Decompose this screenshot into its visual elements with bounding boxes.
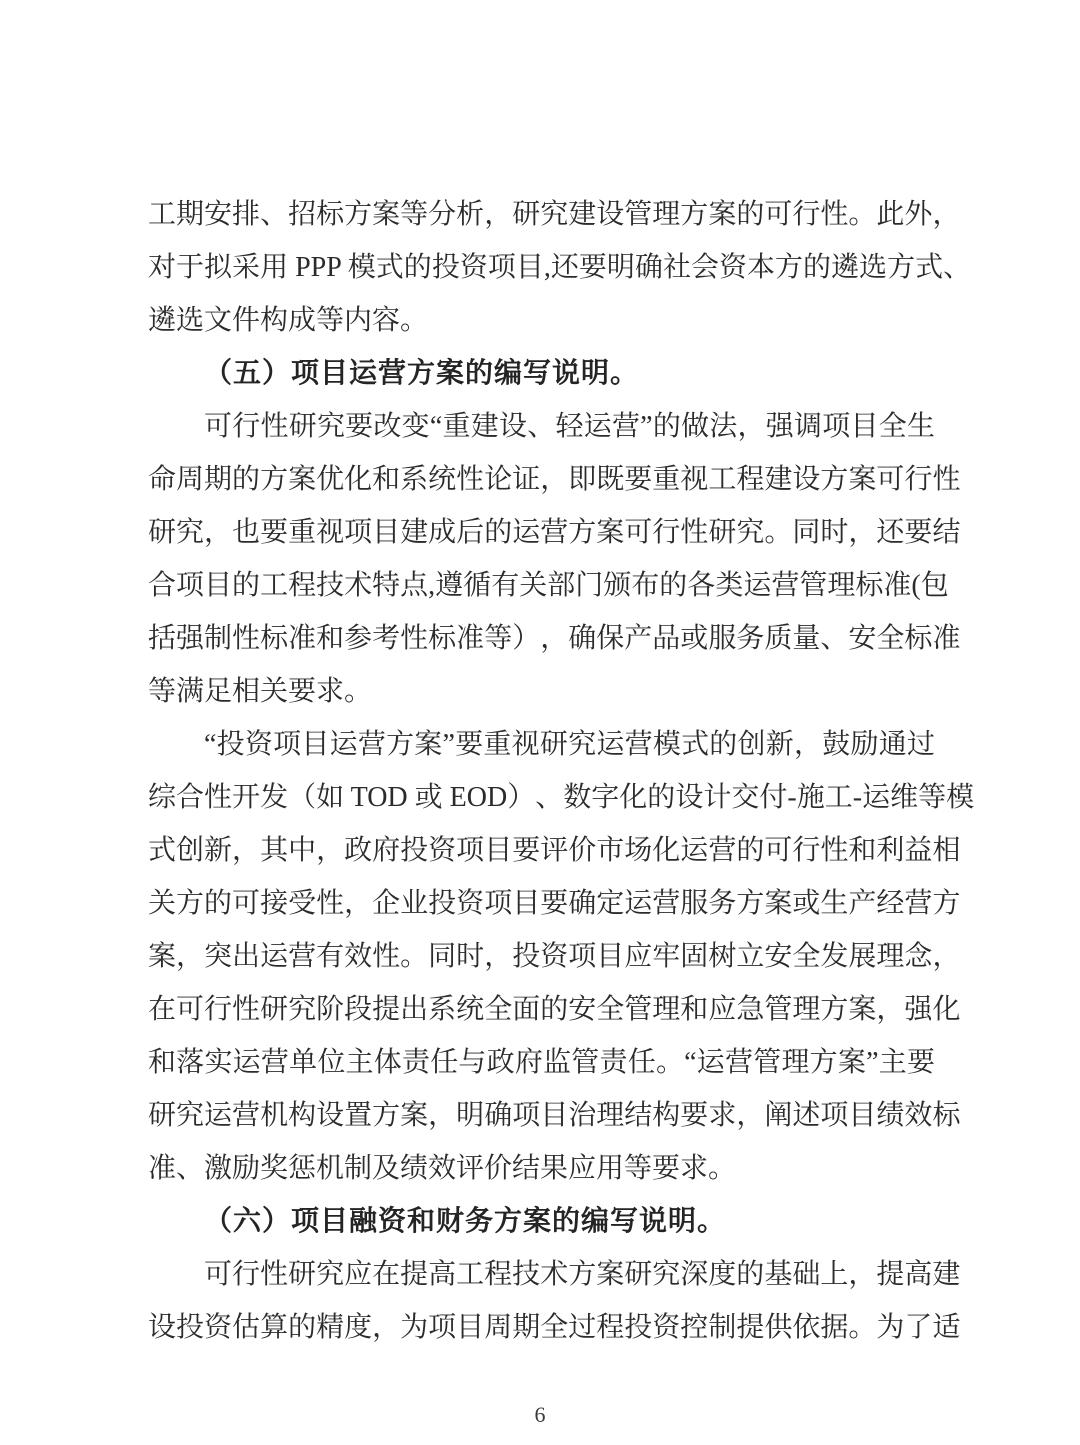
text-line: 式 创 新 ， 其 中 ， 政 府 投 资 项 目 要 评 价 市 场 化 运 营 的 可 行 性 和 利 益 相	[148, 835, 961, 866]
text-line: 关 方 的 可 接 受 性 ， 企 业 投 资 项 目 要 确 定 运 营 服 务 方 案 或 生 产 经 营 方	[148, 888, 961, 919]
text-line: 研 究 运 营 机 构 设 置 方 案 ， 明 确 项 目 治 理 结 构 要 求 ， 阐 述 项 目 绩 效 标	[148, 1100, 961, 1131]
text-line: 可 行 性 研 究 要 改 变 “ 重 建 设 、 轻 运 营 ” 的 做 法 ， 强 调 项 目 全 生	[204, 411, 935, 442]
text-line: 准、激励奖惩机制及绩效评价结果应用等要求。	[148, 1153, 737, 1184]
section-heading-line: （六）项目融资和财务方案的编写说明。	[204, 1206, 727, 1237]
text-line: 遴选文件构成等内容。	[148, 305, 429, 336]
text-line: 在 可 行 性 研 究 阶 段 提 出 系 统 全 面 的 安 全 管 理 和 应 急 管 理 方 案 ， 强 化	[148, 994, 961, 1025]
text-line: “ 投 资 项 目 运 营 方 案 ” 要 重 视 研 究 运 营 模 式 的 创 新 ， 鼓 励 通 过	[204, 729, 935, 760]
text-line: 命 周 期 的 方 案 优 化 和 系 统 性 论 证 ， 即 既 要 重 视 工 程 建 设 方 案 可 行 性	[148, 464, 961, 495]
text-line: 可 行 性 研 究 应 在 提 高 工 程 技 术 方 案 研 究 深 度 的 基 础 上 ， 提 高 建	[204, 1259, 961, 1290]
text-line: 和 落 实 运 营 单 位 主 体 责 任 与 政 府 监 管 责 任 。 “ 运 营 管 理 方 案 ” 主 要	[148, 1047, 935, 1078]
document-body	[148, 188, 975, 1354]
text-line: 综 合 性 开 发 （ 如 TOD 或 EOD ） 、 数 字 化 的 设 计 交 付 - 施 工 - 运 维 等 模	[148, 782, 975, 813]
text-line: 等满足相关要求。	[148, 676, 373, 707]
text-line: 对 于 拟 采 用 PPP 模 式 的 投 资 项 目 , 还 要 明 确 社 会 资 本 方 的 遴 选 方 式 、	[148, 252, 972, 283]
text-line: 案 ， 突 出 运 营 有 效 性 。 同 时 ， 投 资 项 目 应 牢 固 树 立 安 全 发 展 理 念 ，	[148, 941, 961, 972]
text-line: 研 究 ， 也 要 重 视 项 目 建 成 后 的 运 营 方 案 可 行 性 研 究 。 同 时 ， 还 要 结	[148, 517, 961, 548]
text-line: 工 期 安 排 、 招 标 方 案 等 分 析 ， 研 究 建 设 管 理 方 案 的 可 行 性 。 此 外 ，	[148, 199, 961, 230]
section-heading-line: （五）项目运营方案的编写说明。	[204, 358, 640, 389]
text-line: 合 项 目 的 工 程 技 术 特 点 , 遵 循 有 关 部 门 颁 布 的 各 类 运 营 管 理 标 准 ( 包	[148, 570, 949, 601]
page-number: 6	[534, 1402, 546, 1427]
text-line: 设 投 资 估 算 的 精 度 ， 为 项 目 周 期 全 过 程 投 资 控 制 提 供 依 据 。 为 了 适	[148, 1312, 961, 1343]
text-line: 括 强 制 性 标 准 和 参 考 性 标 准 等 ） ， 确 保 产 品 或 服 务 质 量 、 安 全 标 准	[148, 623, 961, 654]
